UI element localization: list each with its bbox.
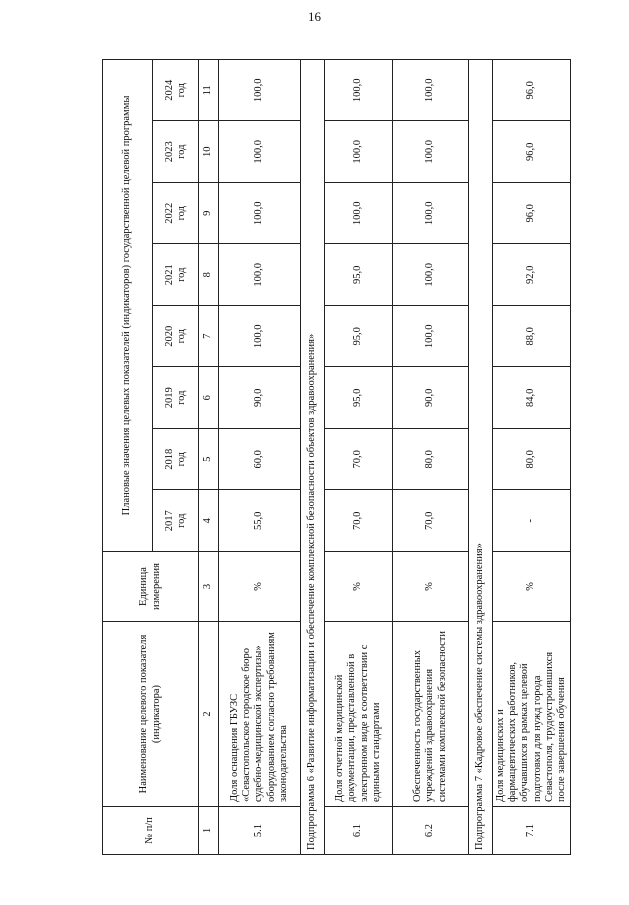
row-num: 5.1 bbox=[219, 807, 301, 855]
row-value: 100,0 bbox=[393, 121, 469, 183]
header-year: 2023 год bbox=[153, 121, 199, 183]
header-unit: Единица измерения bbox=[103, 552, 199, 622]
table-row bbox=[219, 59, 301, 854]
row-value: 100,0 bbox=[219, 121, 301, 183]
row-unit: % bbox=[219, 552, 301, 622]
row-value: 92,0 bbox=[493, 244, 571, 306]
column-number: 9 bbox=[199, 183, 219, 245]
row-num: 6.2 bbox=[393, 807, 469, 855]
row-value: 80,0 bbox=[493, 429, 571, 491]
row-value: 55,0 bbox=[219, 490, 301, 552]
header-year: 2018 год bbox=[153, 429, 199, 491]
row-value: 70,0 bbox=[393, 490, 469, 552]
row-value: 100,0 bbox=[393, 244, 469, 306]
subprogram-7-heading: Подпрограмма 7 «Кадровое обеспечение системы здравоохранения» bbox=[469, 59, 493, 854]
row-value: 96,0 bbox=[493, 183, 571, 245]
column-number: 1 bbox=[199, 807, 219, 855]
header-year: 2019 год bbox=[153, 367, 199, 429]
column-number: 2 bbox=[199, 622, 219, 807]
row-value: 100,0 bbox=[325, 183, 393, 245]
column-number: 3 bbox=[199, 552, 219, 622]
row-value: 70,0 bbox=[325, 429, 393, 491]
row-unit: % bbox=[325, 552, 393, 622]
indicators-table bbox=[102, 59, 571, 855]
row-value: 95,0 bbox=[325, 244, 393, 306]
row-value: 100,0 bbox=[325, 121, 393, 183]
row-name: Доля медицинских и фармацевтических работников, обучавшихся в рамках целевой подготовки для нужд города Севастополя, трудоустроившихся после завершения обучения bbox=[493, 622, 571, 807]
table-row bbox=[493, 59, 571, 854]
column-number: 11 bbox=[199, 59, 219, 121]
row-value: 100,0 bbox=[219, 244, 301, 306]
row-unit: % bbox=[393, 552, 469, 622]
row-value: 100,0 bbox=[393, 183, 469, 245]
row-value: 95,0 bbox=[325, 367, 393, 429]
row-value: - bbox=[493, 490, 571, 552]
row-value: 96,0 bbox=[493, 59, 571, 121]
indicators-table-rotated bbox=[102, 60, 567, 855]
row-value: 100,0 bbox=[393, 306, 469, 368]
table-row bbox=[393, 59, 469, 854]
column-number: 5 bbox=[199, 429, 219, 491]
header-year: 2022 год bbox=[153, 183, 199, 245]
row-value: 100,0 bbox=[219, 306, 301, 368]
header-year: 2017 год bbox=[153, 490, 199, 552]
column-number: 8 bbox=[199, 244, 219, 306]
row-num: 7.1 bbox=[493, 807, 571, 855]
row-value: 100,0 bbox=[219, 183, 301, 245]
row-value: 60,0 bbox=[219, 429, 301, 491]
row-value: 90,0 bbox=[219, 367, 301, 429]
header-num: № п/п bbox=[103, 807, 199, 855]
row-value: 96,0 bbox=[493, 121, 571, 183]
header-planned: Плановые значения целевых показателей (индикаторов) государственной целевой программы bbox=[103, 59, 153, 551]
row-num: 6.1 bbox=[325, 807, 393, 855]
header-name: Наименование целевого показателя (индикатора) bbox=[103, 622, 199, 807]
row-value: 88,0 bbox=[493, 306, 571, 368]
row-name: Доля отчетной медицинской документации, представленной в электронном виде в соответствии с едиными стандартами bbox=[325, 622, 393, 807]
column-number: 7 bbox=[199, 306, 219, 368]
column-number: 10 bbox=[199, 121, 219, 183]
page-number: 16 bbox=[308, 9, 321, 24]
column-number: 4 bbox=[199, 490, 219, 552]
header-year: 2020 год bbox=[153, 306, 199, 368]
column-number: 6 bbox=[199, 367, 219, 429]
row-value: 100,0 bbox=[325, 59, 393, 121]
row-value: 95,0 bbox=[325, 306, 393, 368]
table-row bbox=[325, 59, 393, 854]
row-value: 100,0 bbox=[219, 59, 301, 121]
row-value: 84,0 bbox=[493, 367, 571, 429]
subprogram-6-heading: Подпрограмма 6 «Развитие информатизации и обеспечение комплексной безопасности объектов здравоохранения» bbox=[301, 59, 325, 854]
row-unit: % bbox=[493, 552, 571, 622]
row-value: 90,0 bbox=[393, 367, 469, 429]
header-year: 2024 год bbox=[153, 59, 199, 121]
header-year: 2021 год bbox=[153, 244, 199, 306]
row-name: Обеспеченность государственных учреждений здравоохранения системами комплексной безопасности bbox=[393, 622, 469, 807]
row-value: 80,0 bbox=[393, 429, 469, 491]
row-value: 70,0 bbox=[325, 490, 393, 552]
row-name: Доля оснащения ГБУЗС «Севастопольское городское бюро судебно-медицинской экспертизы» оборудованием согласно требованиям законодательства bbox=[219, 622, 301, 807]
row-value: 100,0 bbox=[393, 59, 469, 121]
